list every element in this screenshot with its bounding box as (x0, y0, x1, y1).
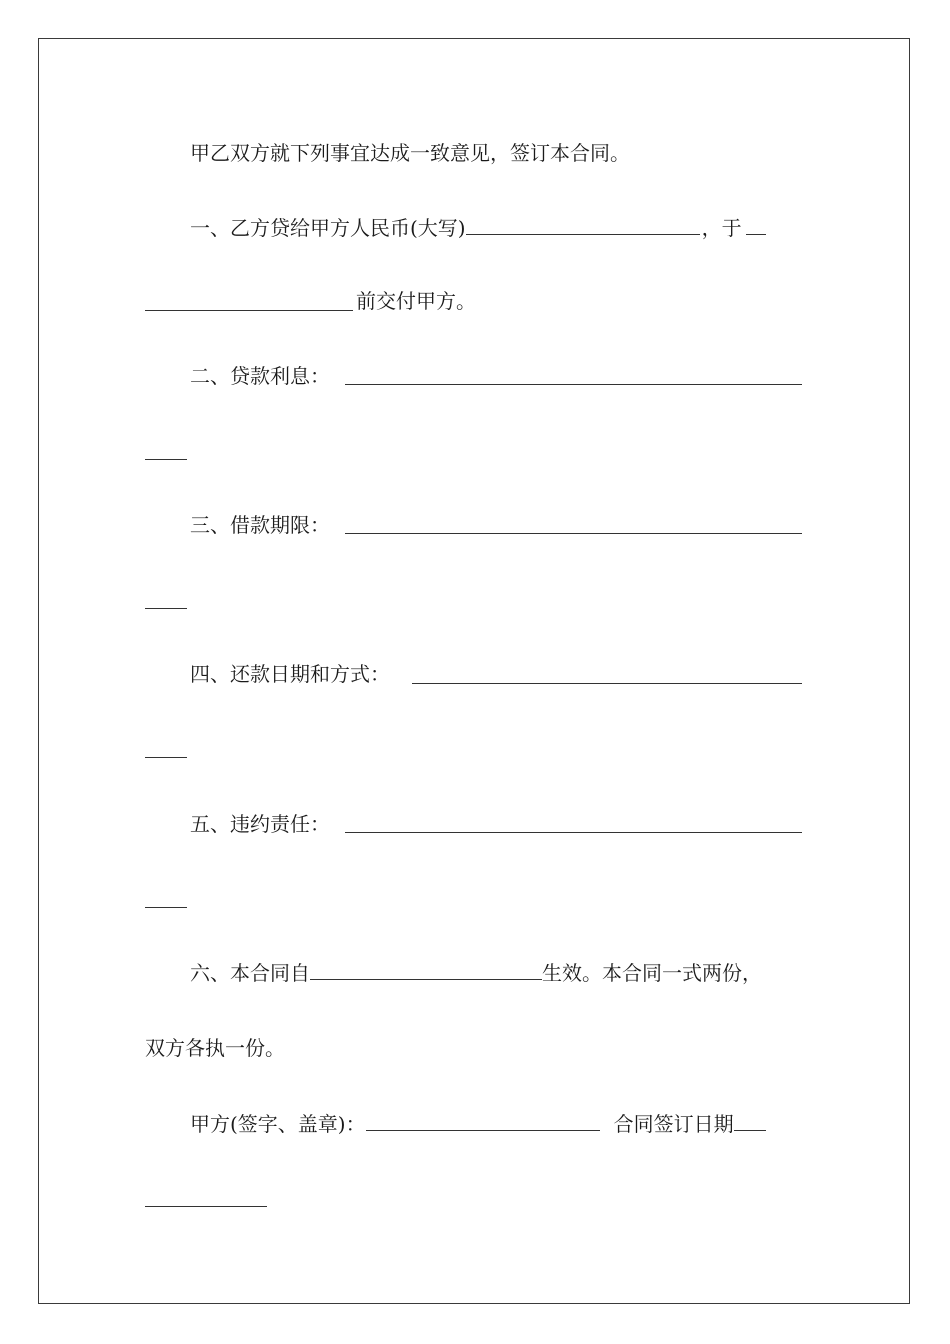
liability-blank[interactable] (345, 832, 802, 833)
interest-blank[interactable] (345, 384, 802, 385)
signing-date-blank-start[interactable] (734, 1110, 766, 1131)
clause-6-line (190, 959, 762, 986)
clause-1-tail: 前交付甲方。 (356, 289, 476, 313)
signing-date-blank[interactable] (145, 1206, 267, 1207)
clause-5-label: 五、违约责任： (190, 812, 330, 836)
clause-3-label: 三、借款期限： (190, 513, 330, 537)
intro-paragraph: 甲乙双方就下列事宜达成一致意见，签订本合同。 (190, 141, 630, 165)
clause-1-lead: 一、乙方贷给甲方人民币(大写) (190, 216, 466, 240)
clause-2-label: 二、贷款利息： (190, 364, 330, 388)
delivery-date-blank[interactable] (145, 310, 353, 311)
signing-date-label: 合同签订日期 (613, 1112, 734, 1136)
clause-1-mid: ，于 (701, 216, 742, 240)
clause-1-line (190, 214, 766, 241)
clause-6-tail: 生效。本合同一式两份， (542, 961, 762, 985)
party-a-signature-blank[interactable] (366, 1110, 600, 1131)
clause-4-label: 四、还款日期和方式： (190, 662, 390, 686)
amount-blank[interactable] (466, 214, 700, 235)
clause-6-continuation: 双方各执一份。 (145, 1036, 285, 1060)
party-a-label: 甲方(签字、盖章)： (190, 1112, 366, 1136)
interest-blank-cont[interactable] (145, 459, 187, 460)
repayment-blank[interactable] (412, 683, 802, 684)
signature-line (190, 1110, 766, 1137)
clause-6-lead: 六、本合同自 (190, 961, 310, 985)
delivery-date-blank-start[interactable] (746, 214, 766, 235)
liability-blank-cont[interactable] (145, 907, 187, 908)
term-blank-cont[interactable] (145, 608, 187, 609)
term-blank[interactable] (345, 533, 802, 534)
repayment-blank-cont[interactable] (145, 757, 187, 758)
effective-date-blank[interactable] (310, 959, 542, 980)
